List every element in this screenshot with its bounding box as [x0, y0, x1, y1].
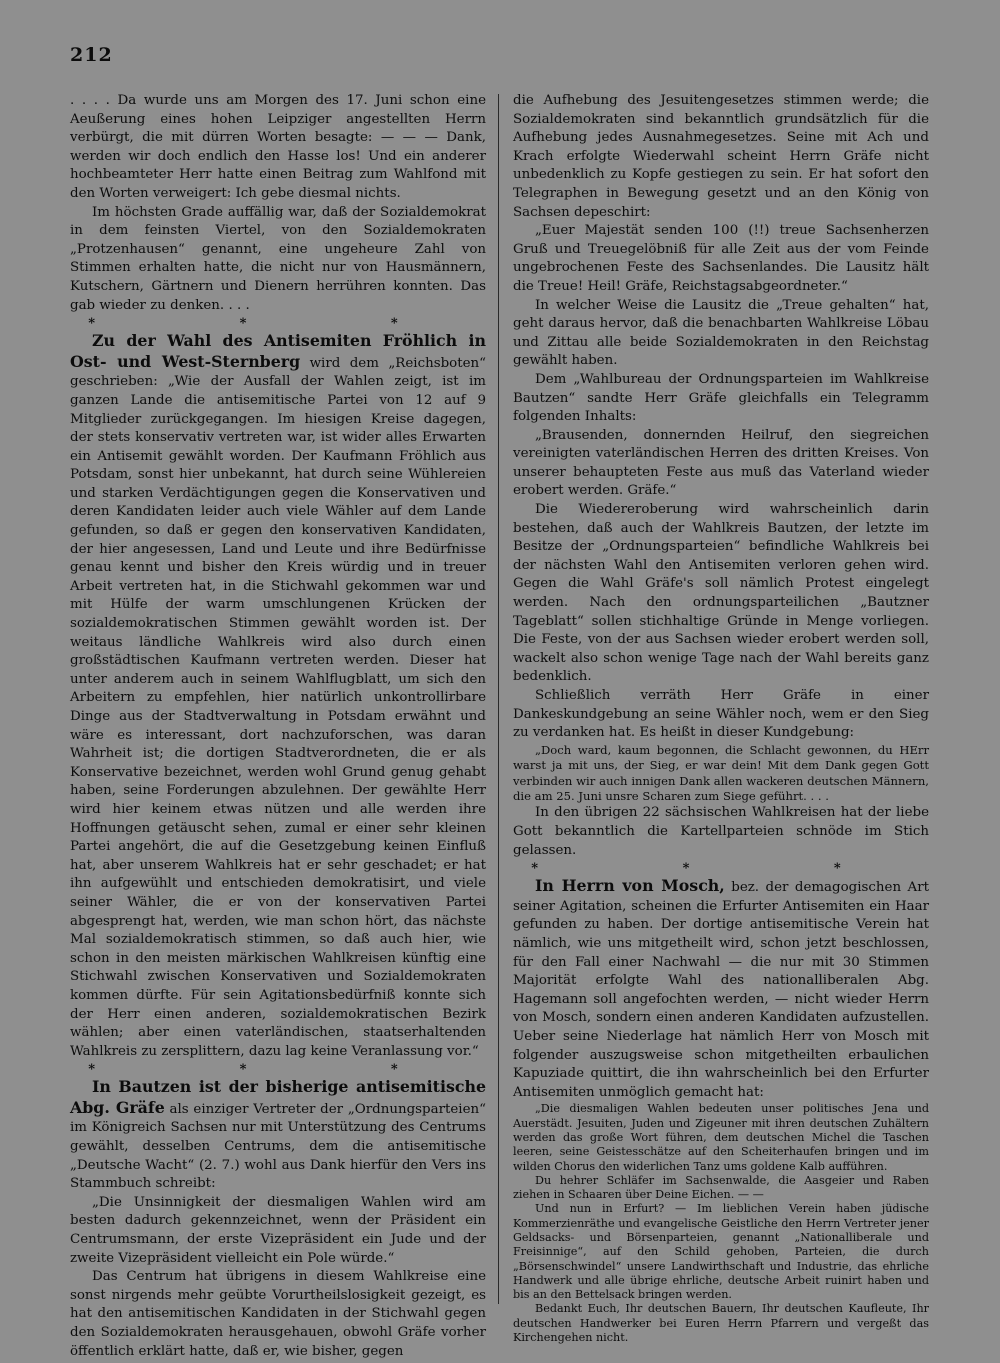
paragraph: Das Centrum hat übrigens in diesem Wahlkreise eine sonst nirgends mehr geübte Vorurtheilslosigkeit gezeigt, es hat den antisemitischen Kandidaten in der Stichwahl gegen den Sozialdemokraten herausgehauen, obwohl Gräfe vorher öffentlich erklärt hatte, daß er, wie bisher, gegen: [70, 1269, 486, 1359]
article-fröhlich: [70, 332, 486, 1061]
section-separator: * * *: [88, 316, 468, 332]
quoted-passage: „Die Unsinnigkeit der diesmaligen Wahlen wird am besten dadurch gekennzeichnet, wenn der Präsident ein Centrumsmann, der erste Vizepräsident ein Jude und der zweite Vizepräsident vielleicht ein Pole würde.“: [70, 1194, 486, 1266]
article-mosch: [513, 877, 929, 1102]
left-column: [70, 92, 486, 1361]
quoted-passage: „Die diesmaligen Wahlen bedeuten unser politisches Jena und Auerstädt. Jesuiten, Juden und Zigeuner mit ihren deutschen Zuhältern werden das große Wort führen, dem deutschen Michel die Taschen leeren, seine Geistesschätze auf den Scheiterhaufen bringen und im wilden Chorus den widerlichen Tanz ums goldene Kalb aufführen.: [513, 1102, 929, 1173]
quoted-passage: Bedankt Euch, Ihr deutschen Bauern, Ihr deutschen Kaufleute, Ihr deutschen Handwerker bei Euren Herrn Pfarrern und vergeßt das Kirchengehen nicht.: [513, 1302, 929, 1345]
right-column: [513, 92, 929, 1345]
paragraph: Im höchsten Grade auffällig war, daß der Sozialdemokrat in dem feinsten Viertel, von den Sozialdemokraten „Protzenhausen“ genannt, eine ungeheure Zahl von Stimmen erhalten hatte, die nicht nur von Hausmännern, Kutschern, Gärtnern und Dienern herrühren konnten. Das gab wieder zu denken. . . .: [70, 204, 486, 313]
article-heading: Zu der Wahl des Antisemiten Fröhlich in Ost- und West-Sternberg: [70, 331, 486, 371]
paragraph: . . . . Da wurde uns am Morgen des 17. Juni schon eine Aeußerung eines hohen Leipziger angestellten Herrn verbürgt, die mit dürren Worten besagte: — — — Dank, werden wir doch endlich den Hasse los! Und ein anderer hochbeamteter Herr hatte einen Beitrag zum Wahlfond mit den Worten verweigert: Ich gebe diesmal nichts.: [70, 93, 486, 201]
paragraph: Dem „Wahlbureau der Ordnungsparteien im Wahlkreise Bautzen“ sandte Herr Gräfe gleichfalls ein Telegramm folgenden Inhalts:: [513, 371, 929, 425]
article-body: wird dem „Reichsboten“ geschrieben: „Wie der Ausfall der Wahlen zeigt, ist im ganzen Lande die antisemitische Partei von 12 auf 9 Mitglieder zurückgegangen. Im hiesigen Kreise dagegen, der stets konservativ vertreten war, ist wider alles Erwarten ein Antisemit gewählt worden. Der Kaufmann Fröhlich aus Potsdam, sonst hier unbekannt, hat durch seine Wühlereien und starken Verdächtigungen gegen die Konservativen und deren Kandidaten leider auch viele Wähler auf dem Lande gefunden, so daß er gegen den konservativen Kandidaten, der hier angesessen, Land und Leute und ihre Bedürfnisse genau kennt und bisher den Kreis würdig und in treuer Arbeit vertreten hat, in die Stichwahl gekommen war und mit Hülfe der warm umschlungenen Krücken der sozialdemokratischen Stimmen gewählt worden ist. Der weitaus ländliche Wahlkreis wird also durch einen großstädtischen Kaufmann vertreten werden. Dieser hat unter anderem auch in seinem Wahlflugblatt, um sich den Arbeitern zu empfehlen, hier natürlich unkontrollirbare Dinge aus der Stadtverwaltung in Potsdam erwähnt und wäre es interessant, dort nachzuforschen, was daran Wahrheit ist; die dortigen Stadtverordneten, die er als Konservative bezeichnet, werden wohl Grund genug gehabt haben, seine Forderungen abzulehnen. Der gewählte Herr wird hier keinem etwas nützen und alle werden ihre Hoffnungen getäuscht sehen, zumal er einer sehr kleinen Partei angehört, die auf die Gesetzgebung keinen Einfluß hat, aber unserem Wahlkreis hat er sehr geschadet; er hat ihn aufgewühlt und entschieden demokratisirt, und viele seiner Wähler, die er von der konservativen Partei abgesprengt hat, werden, wie man schon hört, das nächste Mal sozialdemokratisch stimmen, so daß auch hier, wie schon in den meisten märkischen Wahlkreisen künftig eine Stichwahl zwischen Konservativen und Sozialdemokraten kommen dürfte. Für sein Agitationsbedürfniß konnte sich der Herr einen anderen, sozialdemokratischen Bezirk wählen; aber einen vaterländischen, staatserhaltenden Wahlkreis zu zersplittern, dazu lag keine Veranlassung vor.“: [70, 355, 486, 1059]
quoted-passage: Du hehrer Schläfer im Sachsenwalde, die Aasgeier und Raben ziehen in Schaaren über Deine Eichen. — —: [513, 1173, 929, 1202]
article-body: bez. der demagogischen Art seiner Agitation, scheinen die Erfurter Antisemiten ein Haar gefunden zu haben. Der dortige antisemitische Verein hat nämlich, wie uns mitgetheilt wird, schon jetzt beschlossen, für den Fall einer Nachwahl — die nur mit 30 Stimmen Majorität erfolgte Wahl des nationalliberalen Abg. Hagemann soll angefochten werden, — nicht wieder Herrn von Mosch, sondern einen anderen Kandidaten aufzustellen. Ueber seine Niederlage hat nämlich Herr von Mosch mit folgender auszugsweise schon mitgetheilten erbaulichen Kapuziade quittirt, die ihn wahrscheinlich bei den Erfurter Antisemiten unmöglich gemacht hat:: [513, 880, 929, 1100]
page-number: 212: [70, 44, 113, 66]
quoted-passage: Und nun in Erfurt? — Im lieblichen Verein haben jüdische Kommerzienräthe und evangelische Geistliche den Herrn Vertreter jener Geldsacks- und Börsenparteien, genannt „Nationalliberale und Freisinnige“, auf den Schild gehoben, Parteien, die durch „Börsenschwindel“ unsere Landwirthschaft und Industrie, das ehrliche Handwerk und alle übrige ehrliche, deutsche Arbeit ruinirt haben und bis an den Bettelsack bringen werden.: [513, 1202, 929, 1302]
telegram-text: „Euer Majestät senden 100 (!!) treue Sachsenherzen Gruß und Treuegelöbniß für alle Zeit aus der vom Feinde ungebrochenen Feste des Sachsenlandes. Die Lausitz hält die Treue! Heil! Gräfe, Reichstagsabgeordneter.“: [513, 223, 929, 294]
article-bautzen: [70, 1078, 486, 1194]
article-heading: In Herrn von Mosch,: [535, 876, 725, 896]
telegram-text: „Brausenden, donnernden Heilruf, den siegreichen vereinigten vaterländischen Herren des dritten Kreises. Von unserer behaupteten Feste aus muß das Vaterland wieder erobert werden. Gräfe.“: [513, 427, 929, 499]
column-divider: [498, 94, 499, 1304]
section-separator: * * *: [88, 1062, 468, 1078]
quoted-passage: „Doch ward, kaum begonnen, die Schlacht gewonnen, du HErr warst ja mit uns, der Sieg, er war dein! Mit dem Dank gegen Gott verbinden wir auch innigen Dank allen wackeren deutschen Männern, die am 25. Juni unsre Scharen zum Siege geführt. . . .: [513, 742, 929, 803]
paragraph: Schließlich verräth Herr Gräfe in einer Dankeskundgebung an seine Wähler noch, wem er den Sieg zu verdanken hat. Es heißt in dieser Kundgebung:: [513, 688, 929, 741]
article-body: als einziger Vertreter der „Ordnungsparteien“ im Königreich Sachsen nur mit Unterstützung des Centrums gewählt, desselben Centrums, dem die antisemitische „Deutsche Wacht“ (2. 7.) wohl aus Dank hierfür den Vers ins Stammbuch schreibt:: [70, 1101, 486, 1192]
paragraph: die Aufhebung des Jesuitengesetzes stimmen werde; die Sozialdemokraten sind bekanntlich grundsätzlich für die Aufhebung jedes Ausnahmegesetzes. Seine mit Ach und Krach erfolgte Wiederwahl scheint Herrn Gräfe nicht unbedenklich zu Kopfe gestiegen zu sein. Er hat sofort den Telegraphen in Bewegung gesetzt und an den König von Sachsen depeschirt:: [513, 93, 929, 220]
paragraph: Die Wiedereroberung wird wahrscheinlich darin bestehen, daß auch der Wahlkreis Bautzen, der letzte im Besitze der „Ordnungsparteien“ befindliche Wahlkreis bei der nächsten Wahl den Antisemiten verloren gehen wird. Gegen die Wahl Gräfe's soll nämlich Protest eingelegt werden. Nach den ordnungsparteilichen „Bautzner Tageblatt“ sollen stichhaltige Gründe in Menge vorliegen. Die Feste, von der aus Sachsen wieder erobert werden soll, wackelt also schon wenige Tage nach der Wahl bereits ganz bedenklich.: [513, 502, 929, 685]
section-separator: * * *: [531, 861, 911, 877]
article-heading: In Bautzen ist der bisherige antisemitische Abg. Gräfe: [70, 1077, 486, 1117]
paragraph: In den übrigen 22 sächsischen Wahlkreisen hat der liebe Gott bekanntlich die Kartellparteien schnöde im Stich gelassen.: [513, 805, 929, 858]
paragraph: In welcher Weise die Lausitz die „Treue gehalten“ hat, geht daraus hervor, daß die benachbarten Wahlkreise Löbau und Zittau alle beide Sozialdemokraten in den Reichstag gewählt haben.: [513, 297, 929, 369]
